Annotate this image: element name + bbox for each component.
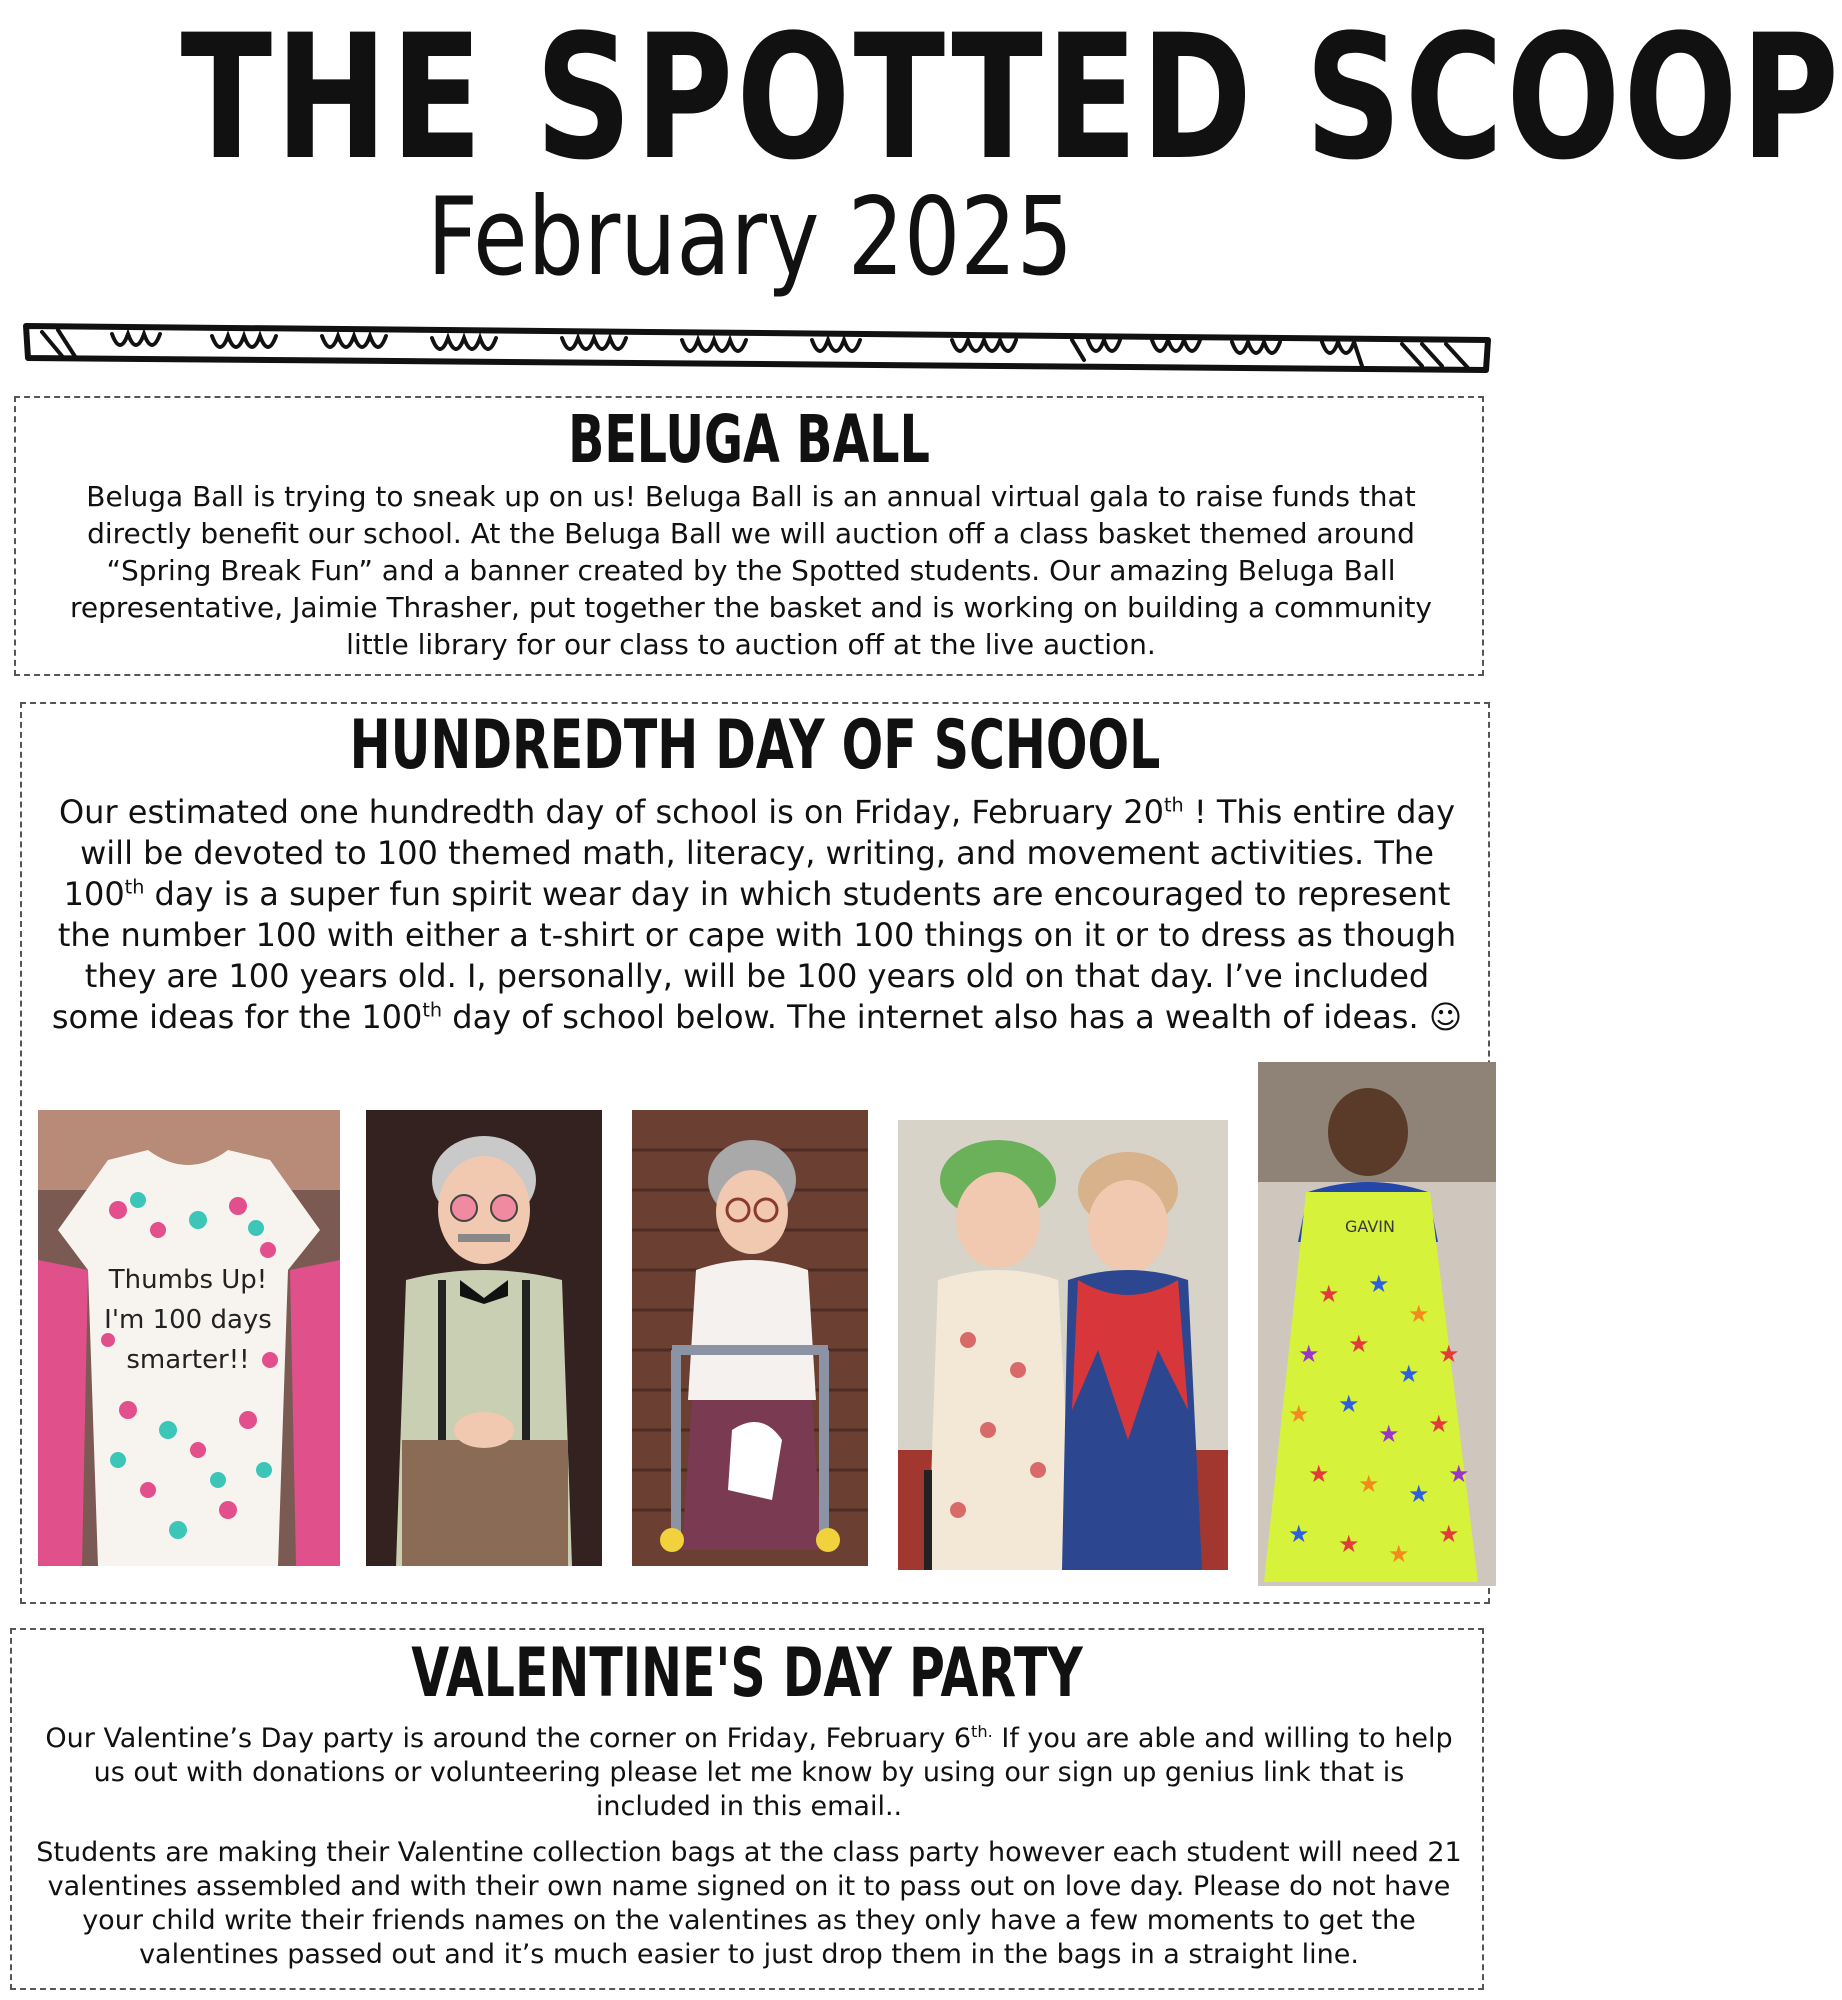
svg-text:★: ★	[1318, 1280, 1340, 1308]
svg-text:★: ★	[1438, 1520, 1460, 1548]
photo-thumbs-up-shirt	[38, 1110, 340, 1566]
photo-star-cape	[1258, 1062, 1496, 1586]
valentines-party-text-1: Our Valentine’s Day party is around the corner on Friday, February $6^{th.}$ If you are able and willing to help us out with donations or volunteering please let me know by using our sign up genius link that is included in this email..	[45, 1722, 1453, 1822]
shirt-text-line2: I'm 100 days	[104, 1305, 272, 1335]
valentines-party-heading: VALENTINE'S DAY PARTY	[411, 1634, 1083, 1713]
shirt-text-line1: Thumbs Up!	[108, 1265, 268, 1295]
svg-text:★: ★	[1398, 1360, 1420, 1388]
svg-text:★: ★	[1408, 1300, 1430, 1328]
cape-name: GAVIN	[1345, 1217, 1395, 1236]
svg-text:★: ★	[1428, 1410, 1450, 1438]
hundredth-day-heading: HUNDREDTH DAY OF SCHOOL	[349, 706, 1161, 785]
shirt-text-line3: smarter!!	[126, 1345, 250, 1375]
scribble-divider	[22, 318, 1492, 378]
svg-text:★: ★	[1348, 1330, 1370, 1358]
photo-old-man-costume	[366, 1110, 602, 1566]
newsletter-title: THE SPOTTED SCOOP	[180, 0, 1842, 198]
hundredth-day-text: Our estimated one hundredth day of school is on Friday, February 20th ! This entire day will be devoted to 100 themed math, literacy, writing, and movement activities. The 100th day is a super fun spirit wear day in which students are encouraged to represent the number 100 with either a t-shirt or cape with 100 things on it or to dress as though they are 100 years old. I, personally, will be 100 years old on that day. I’ve included some ideas for the 100th day of school below. The internet also has a wealth of ideas. ☺	[51, 793, 1463, 1036]
svg-text:★: ★	[1438, 1340, 1460, 1368]
svg-text:★: ★	[1378, 1420, 1400, 1448]
svg-text:★: ★	[1338, 1530, 1360, 1558]
svg-text:★: ★	[1408, 1480, 1430, 1508]
valentines-party-section	[10, 1628, 1484, 1990]
svg-text:★: ★	[1298, 1340, 1320, 1368]
svg-text:★: ★	[1338, 1390, 1360, 1418]
svg-text:★: ★	[1288, 1520, 1310, 1548]
valentines-party-text-2: Students are making their Valentine collection bags at the class party however each student will need 21 valentines assembled and with their own name signed on it to pass out on love day. Please do not have your child write their friends names on the valentines as they only have a few moments to get the valentines passed out and it’s much easier to just drop them in the bags in a straight line.	[36, 1837, 1462, 1970]
svg-text:★: ★	[1448, 1460, 1470, 1488]
newsletter-date: February 2025	[427, 175, 1073, 300]
svg-text:★: ★	[1358, 1470, 1380, 1498]
beluga-ball-heading: BELUGA BALL	[568, 401, 930, 478]
photo-two-grandmas	[888, 1110, 1238, 1580]
svg-text:★: ★	[1388, 1540, 1410, 1568]
beluga-ball-text: Beluga Ball is trying to sneak up on us! Beluga Ball is an annual virtual gala to raise funds that directly benefit our school. At the Beluga Ball we will auction off a class basket themed around “Spring Break Fun” and a banner created by the Spotted students. Our amazing Beluga Ball representative, Jaimie Thrasher, put together the basket and is working on building a community little library for our class to auction off at the live auction.	[70, 480, 1432, 661]
svg-text:★: ★	[1288, 1400, 1310, 1428]
photo-grandma-costume	[632, 1110, 868, 1566]
svg-text:★: ★	[1368, 1270, 1390, 1298]
svg-text:★: ★	[1308, 1460, 1330, 1488]
beluga-ball-section	[14, 396, 1484, 676]
